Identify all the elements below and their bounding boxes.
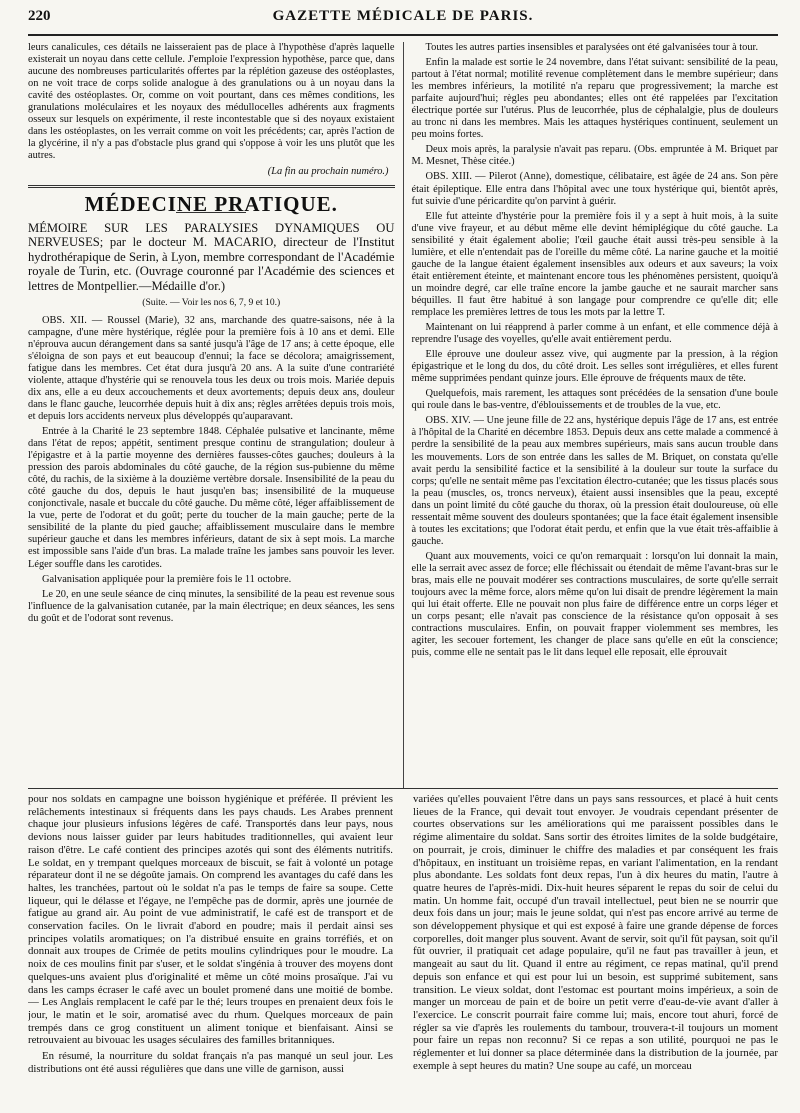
paragraph: Deux mois après, la paralysie n'avait pas reparu. (Obs. empruntée à M. Briquet par M. Mesnet, Thèse citée.) [411, 144, 778, 168]
paragraph: leurs canalicules, ces détails ne laisseraient pas de place à l'hypothèse d'après laquelle existerait un noyau dans cette cellule. J'emploie l'expression hypothèse, parce que, dans aucune des nombreuses particularités offertes par la réplétion gazeuse des ostéoplastes, on ne voit trace de corps solide analogue à des granulations ou à un noyau dans la cavité des ostéoplastes. Or, comme on voit pourtant, dans ces mêmes conditions, les granulations moléculaires et les noyaux des médullocelles adhérents aux fragments osseux sur lesquels on expérimente, il reste incontestable que si des noyaux existaient dans les ostéoplastes, on les verrait comme on voit les précédents; car, après l'action de la glycérine, il n'y a pas d'obstacle plus grand qui s'oppose à voir les uns plutôt que les autres. [28, 42, 395, 162]
page-number: 220 [28, 8, 51, 24]
paragraph: Toutes les autres parties insensibles et paralysées ont été galvanisées tour à tour. [425, 42, 759, 53]
paragraph: Entrée à la Charité le 23 septembre 1848. Céphalée pulsative et lancinante, même dans l'état de repos; appétit, sentiment presque continu de strangulation; douleur à l'épigastre et à la partie moyenne des dernières fausses-côtes gauches; douleurs à la pression des parois abdominales du côté gauche, de la région sus-pubienne du même côté, du rachis, de la sixième à la douzième vertèbre dorsale. Insensibilité de la peau du côté gauche du dos, depuis le haut jusqu'en bas; insensibilité de la muqueuse conjonctivale, nasale et buccale du côté gauche. Du même côté, léger affaiblissement de la vue, perte de l'odorat et du goût; perte du toucher de la main gauche; perte de la sensibilité de la plante du pied gauche; affaiblissement musculaire dans le membre supérieur gauche et dans les membres inférieurs, datant de six à sept mois. La marche est impossible sans l'aide d'un bras. La malade traîne les jambes sans pouvoir les lever. Léger souffle dans les carotides. [28, 426, 395, 570]
paragraph: Elle éprouve une douleur assez vive, qui augmente par la pression, à la région épigastrique et le long du dos, du côté droit. Les selles sont irrégulières, et elles furent même supprimées pendant quinze jours. Elle éprouve de fréquents maux de tête. [411, 349, 778, 385]
paragraph: OBS. XIV. — Une jeune fille de 22 ans, hystérique depuis l'âge de 17 ans, est entrée à l'hôpital de la Charité en décembre 1853. Depuis deux ans cette malade a commencé à perdre la sensibilité de la peau aux membres supérieurs, mais sans aucun trouble dans les mouvements. Lors de son entrée dans les salles de M. Briquet, on constata qu'elle avait perdu la sensibilité factice et la sensibilité à la douleur sur toute la surface du corps; qu'elle ne sentait même pas l'excitation électro-cutanée; que les tissus placés sous la peau (muscles, os, troncs nerveux), étaient aussi insensibles que la peau, excepté dans un point limité du côté gauche du thorax, où la pression était douloureuse, où elle ressentait même souvent des douleurs spontanées; que la face était également insensible à toutes les excitations; que l'odorat était perdu, et enfin que la vue était très-affaiblie à gauche. [411, 415, 778, 547]
page-header [28, 8, 778, 36]
paragraph: OBS. XII. — Roussel (Marie), 32 ans, marchande des quatre-saisons, née à la campagne, d'une mère hystérique, réglée pour la première fois à 10 ans et demi. Elle n'éprouva aucun dérangement dans sa santé jusqu'à l'âge de 17 ans; à cette époque, elle s'éloigna de son pays et eut beaucoup d'ennui; la face se décolora; amaigrissement, fatigue dans les membres. Cet état dura jusqu'à 20 ans. A la suite d'une contrariété violente, attaque d'hystérie qui se renouvela tous les deux ou trois mois. Mariée depuis dix ans, elle a eu deux accouchements et deux avortements; depuis deux ans, douleur dans le flanc gauche, leucorrhée depuis huit à dix ans; règles arrêtées depuis trois mois, et depuis lors accidents nerveux plus développés qu'auparavant. [28, 314, 395, 422]
section-title: MÉDECINE PRATIQUE. [84, 191, 338, 216]
bottom-left-column [28, 793, 403, 1113]
paragraph: Maintenant on lui réapprend à parler comme à un enfant, et elle commence déjà à reprendre l'usage des voyelles, qu'elle avait entièrement perdu. [411, 322, 778, 346]
continuation-note: (La fin au prochain numéro.) [267, 166, 389, 178]
paragraph: Quelquefois, mais rarement, les attaques sont précédées de la sensation d'une boule qui roule dans le bas-ventre, d'éblouissements et de troubles de la vue, etc. [411, 388, 778, 412]
paragraph: Quant aux mouvements, voici ce qu'on remarquait : lorsqu'on lui donnait la main, elle la serrait avec assez de force; elle fléchissait ou étendait de même l'avant-bras sur le bras, mais elle ne pouvait modérer ses contractions musculaires, de sorte qu'elle serrait toujours avec la même force, alors même qu'on lui disait de prendre légèrement la main qui lui était offerte. Elle ne pouvait non plus faire de différence entre un corps léger et un corps pesant; elle n'avait pas conscience de la résistance qu'on opposait à ses contractions musculaires. Enfin, on pouvait frapper violemment ses membres, les agiter, les secouer fortement, les changer de place sans qu'elle en eût la conscience; puis, comme elle ne sentait pas le lit dans lequel elle reposait, elle éprouvait [411, 550, 778, 659]
paragraph: OBS. XIII. — Pilerot (Anne), domestique, célibataire, est âgée de 24 ans. Son père était épileptique. Elle entra dans l'hôpital avec une toux hystérique qui, bientôt après, fut suivie d'une péricardite qu'on parvint à guérir. [411, 171, 778, 207]
paragraph: Galvanisation appliquée pour la première fois le 11 octobre. [42, 573, 292, 585]
section-divider [28, 185, 395, 188]
suite-note: (Suite. — Voir les nos 6, 7, 9 et 10.) [142, 296, 281, 308]
article-heading: MÉMOIRE SUR LES PARALYSIES DYNAMIQUES OU NERVEUSES; par le docteur M. MACARIO, directeur de l'Institut hydrothérapique de Serin, à Lyon, membre correspondant de l'Académie royale de Turin, etc. (Ouvrage couronné par l'Académie des sciences et lettres de Montpellier.—Médaille d'or.) [28, 220, 395, 293]
feuilleton-area [28, 793, 778, 1113]
paragraph: variées qu'elles pouvaient l'être dans un pays sans ressources, et placé à huit cents lieues de la France, qui devait tout envoyer. Je voudrais cependant présenter de courtes observations sur les améliorations qui me paraissent possibles dans le régime alimentaire du soldat. Sans sortir des étroites limites de la solde budgétaire, on pourrait, je crois, diminuer le chiffre des maladies et par conséquent les frais d'hôpitaux, en instituant un troisième repas, en variant l'alimentation, en la rendant plus abondante. Les soldats font deux repas, l'un à dix heures du matin, l'autre à quatre heures de l'après-midi. Dix-huit heures séparent le repas du soir de celui du matin. Un homme fait, occupé d'un travail intellectuel, peut bien ne se nourrir que deux fois dans un jour; mais le jeune soldat, qui n'est pas encore arrivé au terme de son développement physique et qui est exposé à faire une grande dépense de forces corporelles, doit manger plus souvent. Avant de servir, soit qu'il fût paysan, soit qu'il fût ouvrier, il pratiquait cet adage populaire, qu'il ne faut pas travailler à jeun, et mangeait au saut du lit. Quand il entre au régiment, ce repas matinal, qu'il prend depuis son enfance et qui est pour lui un besoin, est supprimé subitement, sans transition. Le vieux soldat, dont l'estomac est pourtant moins impérieux, a soin de manger un morceau de pain et de boire un petit verre d'eau-de-vie avant d'aller à l'exercice. Le conscrit pourrait faire comme lui; mais, encore tout ahuri, forcé de régler sa vie d'après les roulements du tambour, trouvera-t-il toujours un moment pour faire un repas non reconnu? Si ce repas a son utilité, pourquoi ne pas le réglementer et lui donner sa place déterminée dans la distribution de la journée, par exemple à sept heures du matin? Une soupe au café, un morceau [413, 793, 778, 1072]
top-left-column [28, 42, 404, 788]
top-article-area [28, 42, 778, 789]
paragraph: Le 20, en une seule séance de cinq minutes, la sensibilité de la peau est revenue sous l'influence de la galvanisation cutanée, par la main électrique; en deux séances, les sens du goût et de l'odorat sont revenus. [28, 588, 395, 624]
paragraph: Elle fut atteinte d'hystérie pour la première fois il y a sept à huit mois, à la suite d'une vive frayeur, et au début même elle devint hémiplégique du côté gauche. La sensibilité y était également abolie; l'œil gauche était aussi très-peu sensible à la lumière, et elle n'entendait pas de l'oreille du même côté. La narine gauche et la moitié gauche de la langue étaient également insensibles aux odeurs et aux saveurs; la voix était entièrement éteinte, et maintenant encore tous les phénomènes persistent, quoiqu'à un moindre degré, car elle traîne encore la jambe gauche et ne saurait marcher sans béquilles. Il faut être habitué à son langage pour comprendre ce qu'elle dit; elle remplace les premières lettres de tous les mots par la lettre T. [411, 210, 778, 318]
paragraph: pour nos soldats en campagne une boisson hygiénique et préférée. Il prévient les relâchements intestinaux si fréquents dans les pays chauds. Les Arabes prennent chaque jour plusieurs infusions légères de café. Transportés dans leur pays, nous devions nous laisser guider par leurs habitudes traditionnelles, qui avaient leur raison d'être. Le café contient des principes azotés qui sont des éléments nutritifs. Le soldat, en y trempant quelques morceaux de biscuit, se fait à volonté un potage réparateur dont il ne se dégoûte jamais. On comprend les avantages du café dans les haltes, les tranchées, partout où le soldat n'a pas le temps de faire sa soupe. Cette liqueur, qui le délasse et l'égaye, ne l'empêche pas de dormir, après une journée de fatigue au grand air. Au point de vue administratif, le café est de transport et de conservation faciles. On le livrait d'abord en poudre; mais il perdait ainsi ses principes volatils aromatiques; on l'a distribué ensuite en grains torréfiés, et on donnait aux troupes de Crimée de petits moulins cylindriques pour le moudre. La noix de ces moulins finit par s'user, et le soldat s'ingénia à trouver des moyens dont quelques-uns avaient plus d'originalité et même un côté moins prosaïque. J'ai vu dans les camps écraser le café avec un boulet promené dans une moitié de bombe. — Les Anglais remplacent le café par le thé; leurs troupes en prenaient deux fois le jour, le matin et le soir, aromatisé avec du rhum. Quelques morceaux de pain trempés dans ce grog constituent un aliment tonique et bienfaisant. Ainsi se retrouvaient au bivouac les usages séculaires des familles britanniques. [28, 793, 393, 1047]
bottom-right-column [403, 793, 778, 1113]
top-right-column [404, 42, 779, 788]
paragraph: En résumé, la nourriture du soldat français n'a pas manqué un seul jour. Les distributions ont été aussi régulières que dans une ville de garnison, aussi [28, 1050, 393, 1075]
paragraph: Enfin la malade est sortie le 24 novembre, dans l'état suivant: sensibilité de la peau, partout à l'état normal; motilité revenue complètement dans le membre supérieur; dans les membres inférieurs, la motilité n'a reparu que progressivement; la marche est parfaite aujourd'hui; règles peu abondantes; elles ont été rappelées par l'excitation électrique portée sur l'utérus. Plus de leucorrhée, plus de céphalalgie, plus de douleurs au tronc ni dans les membres. Mais les attaques hystériques continuent, seulement un peu moins fortes. [411, 57, 778, 141]
journal-title: GAZETTE MÉDICALE DE PARIS. [272, 8, 534, 24]
